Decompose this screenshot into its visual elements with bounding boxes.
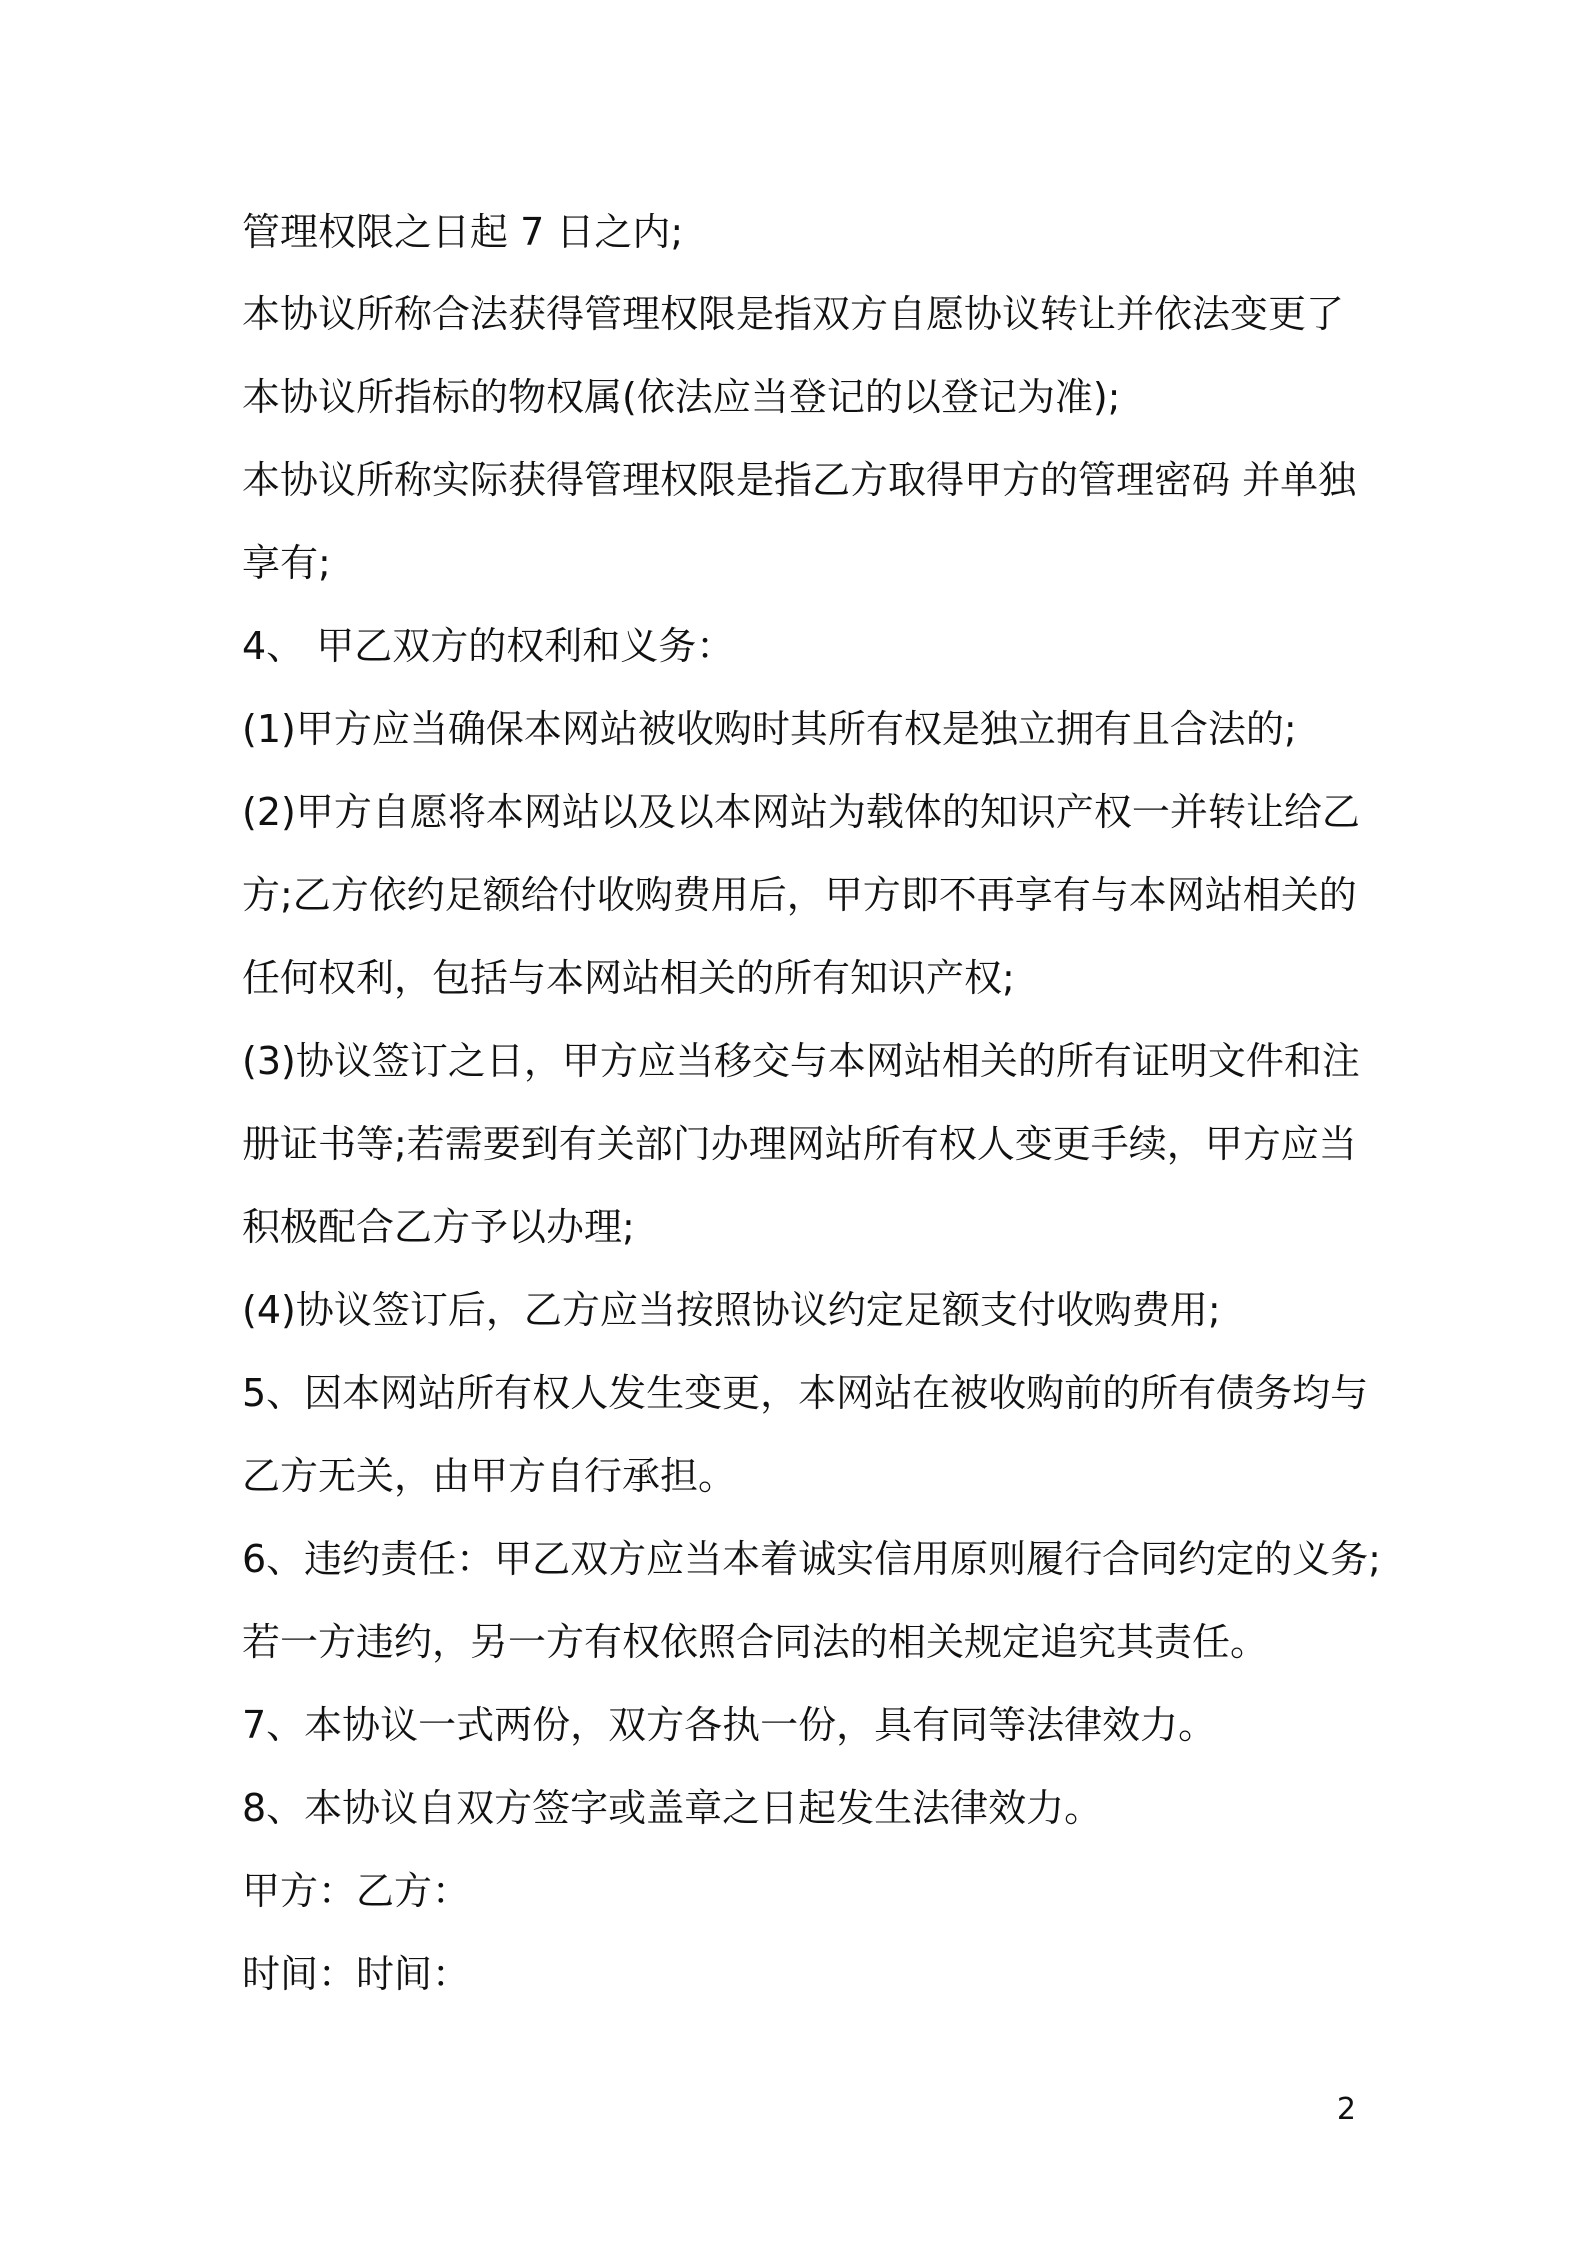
text-line-16: 乙方无关，由甲方自行承担。 (242, 1454, 737, 1498)
text-line-4: 本协议所称实际获得管理权限是指乙方取得甲方的管理密码 并单独 (242, 458, 1357, 502)
text-line-11: (3)协议签订之日，甲方应当移交与本网站相关的所有证明文件和注 (242, 1039, 1360, 1083)
text-line-3: 本协议所指标的物权属(依法应当登记的以登记为准); (242, 375, 1121, 419)
text-line-1: 管理权限之日起 7 日之内; (242, 210, 684, 254)
page-number: 2 (1336, 2092, 1356, 2127)
text-line-7: (1)甲方应当确保本网站被收购时其所有权是独立拥有且合法的; (242, 707, 1297, 751)
text-line-21: 甲方：乙方： (242, 1869, 471, 1913)
text-line-14: (4)协议签订后，乙方应当按照协议约定足额支付收购费用; (242, 1288, 1221, 1332)
text-line-10: 任何权利，包括与本网站相关的所有知识产权; (242, 956, 1015, 1000)
text-line-5: 享有; (242, 541, 331, 585)
text-line-17: 6、违约责任：甲乙双方应当本着诚实信用原则履行合同约定的义务; (242, 1537, 1381, 1581)
text-line-2: 本协议所称合法获得管理权限是指双方自愿协议转让并依法变更了 (242, 292, 1345, 336)
text-line-18: 若一方违约，另一方有权依照合同法的相关规定追究其责任。 (242, 1620, 1269, 1664)
text-line-20: 8、本协议自双方签字或盖章之日起发生法律效力。 (242, 1786, 1103, 1830)
text-line-19: 7、本协议一式两份，双方各执一份，具有同等法律效力。 (242, 1703, 1217, 1747)
text-line-13: 积极配合乙方予以办理; (242, 1205, 635, 1249)
text-line-9: 方;乙方依约足额给付收购费用后，甲方即不再享有与本网站相关的 (242, 873, 1357, 917)
text-line-8: (2)甲方自愿将本网站以及以本网站为载体的知识产权一并转让给乙 (242, 790, 1360, 834)
text-line-15: 5、因本网站所有权人发生变更，本网站在被收购前的所有债务均与 (242, 1371, 1369, 1415)
text-line-6: 4、 甲乙双方的权利和义务： (242, 624, 735, 668)
text-line-12: 册证书等;若需要到有关部门办理网站所有权人变更手续，甲方应当 (242, 1122, 1357, 1166)
text-line-22: 时间：时间： (242, 1952, 471, 1996)
